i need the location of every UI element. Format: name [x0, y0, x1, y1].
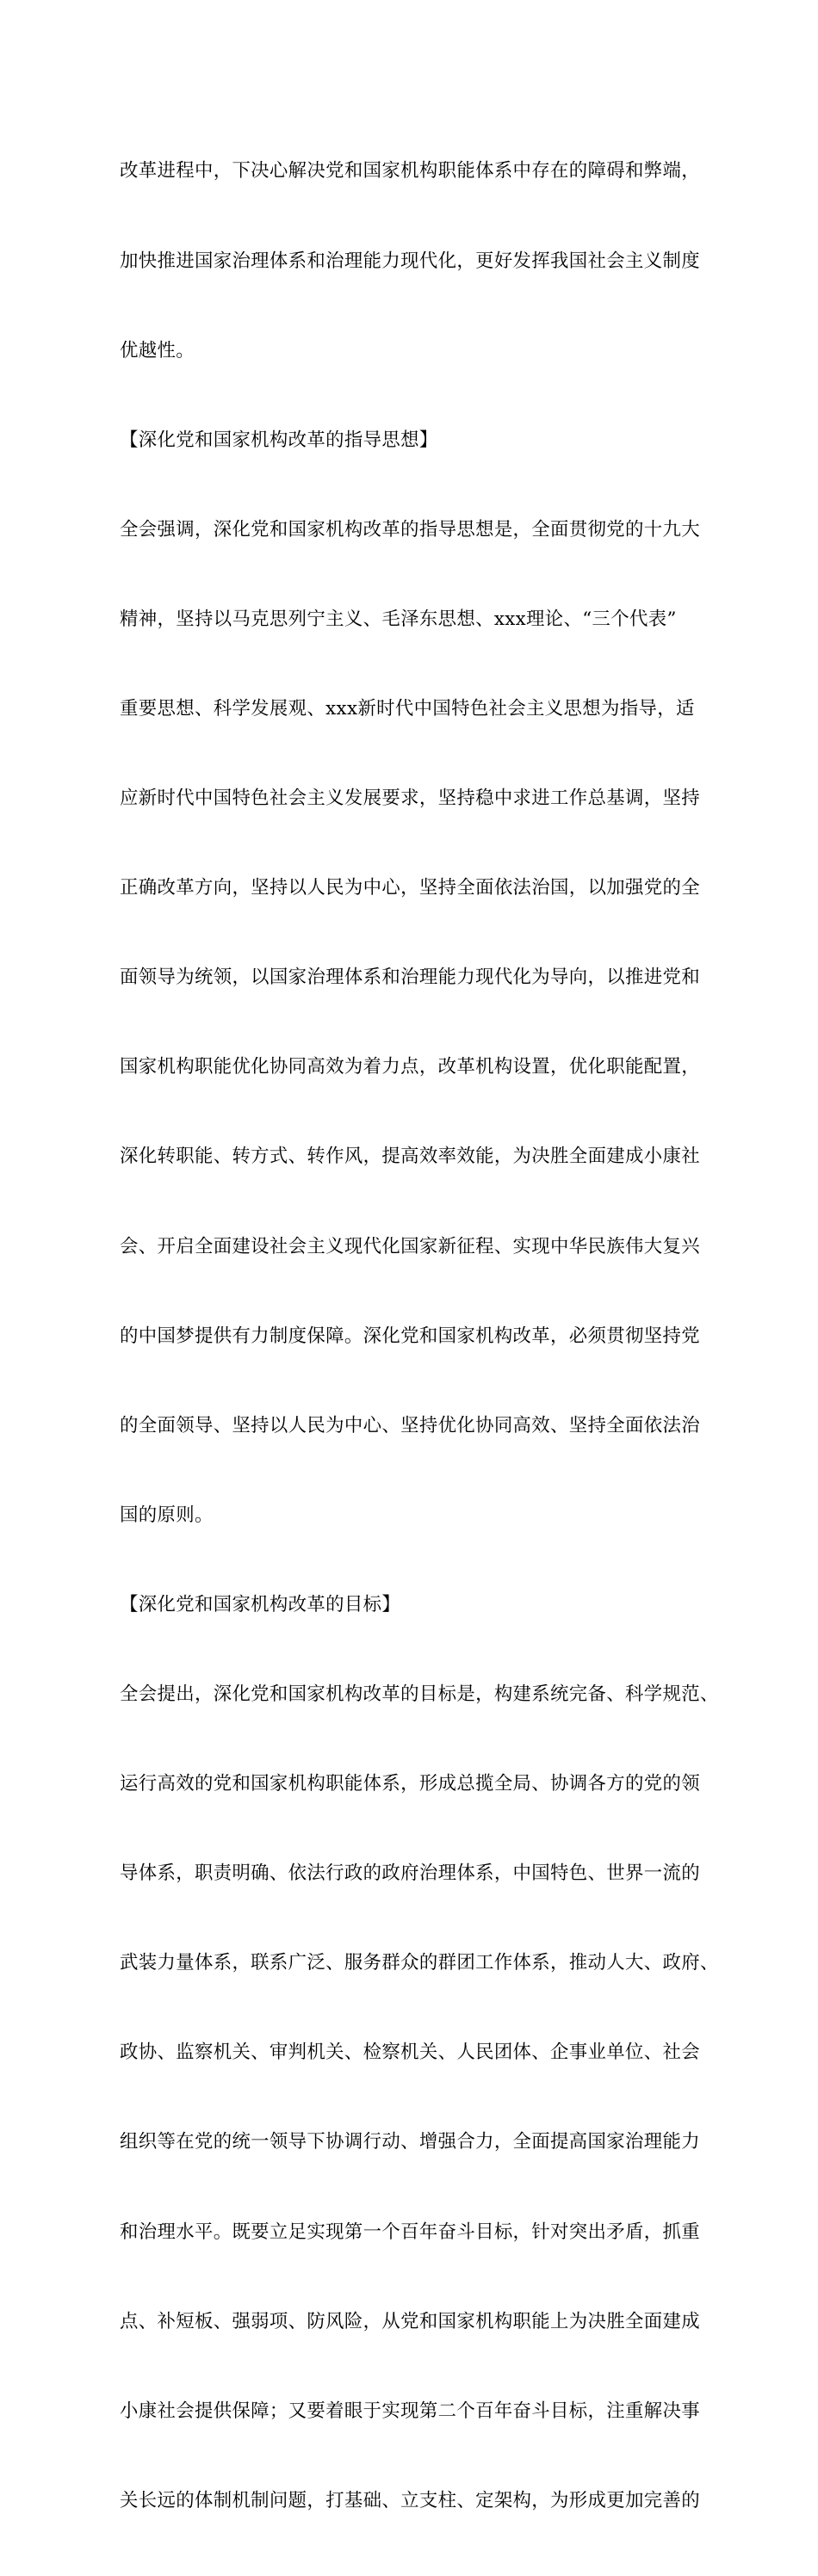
text-line: 国家机构职能优化协同高效为着力点，改革机构设置，优化职能配置， [120, 1056, 700, 1078]
text-line: 优越性。 [120, 339, 195, 361]
text-line: 政协、监察机关、审判机关、检察机关、人民团体、企事业单位、社会 [120, 2042, 700, 2064]
text-line: 全会强调，深化党和国家机构改革的指导思想是，全面贯彻党的十九大 [120, 518, 700, 541]
text-line: 的全面领导、坚持以人民为中心、坚持优化协同高效、坚持全面依法治 [120, 1414, 700, 1436]
text-line: 组织等在党的统一领导下协调行动、增强合力，全面提高国家治理能力 [120, 2131, 700, 2153]
text-line: 全会提出，深化党和国家机构改革的目标是，构建系统完备、科学规范、 [120, 1683, 719, 1705]
document-body [120, 97, 719, 2576]
text-line: 面领导为统领，以国家治理体系和治理能力现代化为导向，以推进党和 [120, 967, 700, 989]
paragraph-intro [120, 97, 714, 426]
text-line: 重要思想、科学发展观、xxx新时代中国特色社会主义思想为指导，适 [120, 697, 695, 720]
text-line: 小康社会提供保障；又要着眼于实现第二个百年奋斗目标，注重解决事 [120, 2400, 700, 2422]
text-line: 运行高效的党和国家机构职能体系，形成总揽全局、协调各方的党的领 [120, 1773, 700, 1795]
text-line: 会、开启全面建设社会主义现代化国家新征程、实现中华民族伟大复兴 [120, 1235, 700, 1257]
paragraph-goals [120, 1621, 719, 2576]
text-line: 正确改革方向，坚持以人民为中心，坚持全面依法治国，以加强党的全 [120, 877, 700, 899]
text-line: 武装力量体系，联系广泛、服务群众的群团工作体系，推动人大、政府、 [120, 1952, 719, 1974]
text-line: 国的原则。 [120, 1504, 214, 1526]
text-line: 的中国梦提供有力制度保障。深化党和国家机构改革，必须贯彻坚持党 [120, 1325, 700, 1347]
paragraph-guiding-thought [120, 455, 714, 1591]
text-line: 应新时代中国特色社会主义发展要求，坚持稳中求进工作总基调，坚持 [120, 788, 700, 810]
text-line: 加快推进国家治理体系和治理能力现代化，更好发挥我国社会主义制度 [120, 250, 700, 272]
text-line: 和治理水平。既要立足实现第一个百年奋斗目标，针对突出矛盾，抓重 [120, 2221, 700, 2243]
text-line: 导体系，职责明确、依法行政的政府治理体系，中国特色、世界一流的 [120, 1863, 700, 1885]
text-line: 点、补短板、强弱项、防风险，从党和国家机构职能上为决胜全面建成 [120, 2310, 700, 2332]
text-line: 精神，坚持以马克思列宁主义、毛泽东思想、xxx理论、“三个代表” [120, 608, 677, 630]
section-heading-guiding-thought: 【深化党和国家机构改革的指导思想】 [120, 429, 438, 451]
text-line: 改革进程中，下决心解决党和国家机构职能体系中存在的障碍和弊端， [120, 160, 700, 182]
text-line: 关长远的体制机制问题，打基础、立支柱、定架构，为形成更加完善的 [120, 2489, 700, 2511]
section-heading-goals: 【深化党和国家机构改革的目标】 [120, 1593, 401, 1615]
text-line: 深化转职能、转方式、转作风，提高效率效能，为决胜全面建成小康社 [120, 1146, 700, 1168]
